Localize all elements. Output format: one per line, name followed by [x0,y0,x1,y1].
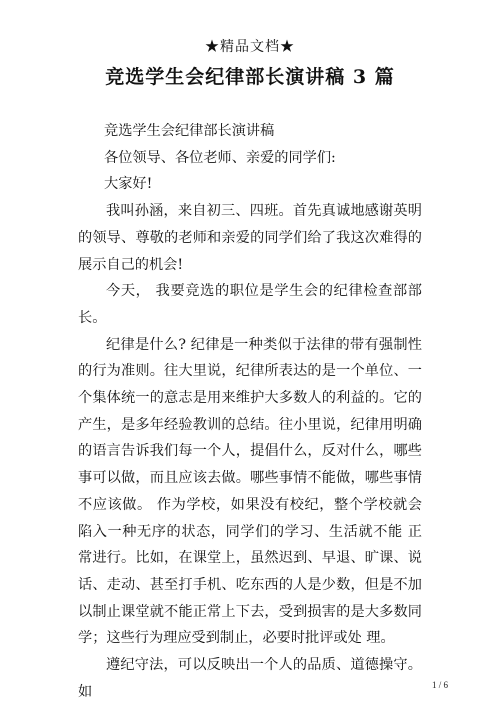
document-title: 竞选学生会纪律部长演讲稿 3 篇 [105,66,395,88]
page-number: 1 / 6 [432,680,449,690]
speech-subtitle: 竞选学生会纪律部长演讲稿 [104,123,275,139]
speech-salutation: 大家好! [104,176,153,193]
paragraph-discipline: 纪律是什么? 纪律是一种类似于法律的带有强制性的行为准则。往大里说，纪律所表达的是一个单位、一个集体统一的意志是用来维护大多数人的利益的。它的产生，是多年经验教训的总结。往小里说，纪律用明确的语言告诉我们每一个人，提倡什么，反对什么，哪些事可以做，而且应该去做。哪些事情不能做，哪些事情不应该做。 作为学校，如果没有校纪，整个学校就会陷入一种无序的状态，同学们的学习、生活就不能 正常进行。比如，在课堂上，虽然迟到、早退、旷课、说话、走动、甚至打手机、吃东西的人是少数，但是不加以制止课堂就不能正常上下去，受到损害的是大多数同学；这些行为理应受到制止，必要时批评或处 理。 [78,336,422,647]
paragraph-introduction: 我叫孙涵，来自初三、四班。首先真诚地感谢英明的领导、尊敬的老师和亲爱的同学们给了我这次难得的展示自己的机会! [78,203,422,273]
paragraph-conduct: 遵纪守法，可以反映出一个人的品质、道德操守。如 [78,657,422,700]
header-marker: ★精品文档★ [205,39,295,55]
speech-greeting: 各位领导、各位老师、亲爱的同学们: [104,149,336,166]
paragraph-position: 今天， 我要竞选的职位是学生会的纪律检查部部长。 [78,283,422,326]
document-body [78,118,422,705]
